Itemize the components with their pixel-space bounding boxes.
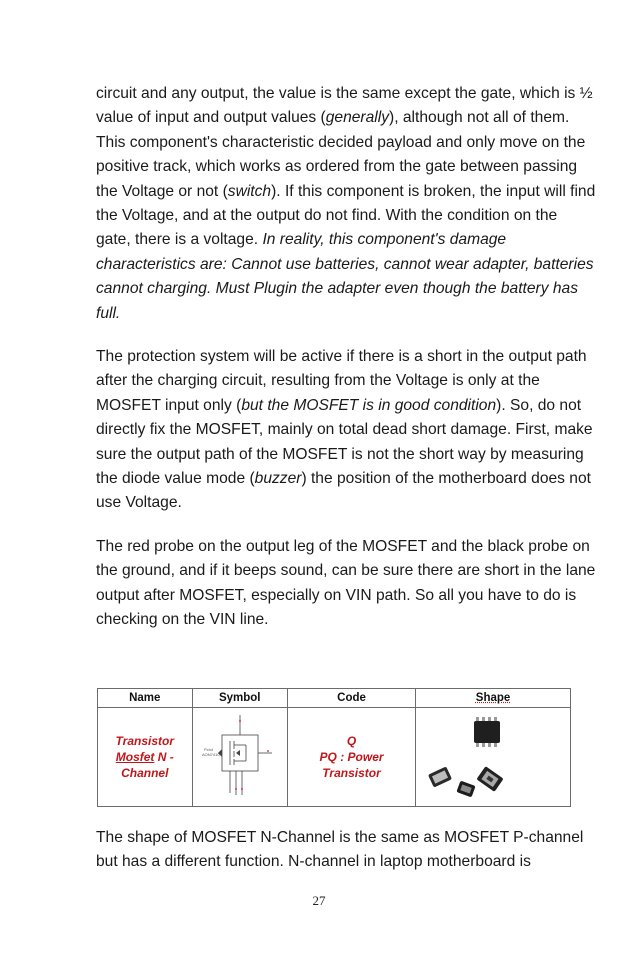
cell-code: [287, 708, 415, 807]
power-package-right-icon: [476, 766, 503, 792]
component-name: Transistor Mosfet N - Channel: [115, 734, 174, 780]
mosfet-package-photos-icon: [418, 709, 568, 801]
header-code: Code: [287, 689, 415, 708]
symbol-label-part: AON7410: [201, 751, 220, 757]
cell-shape: [416, 708, 571, 807]
table-header-row: [98, 689, 571, 708]
so8-package-icon: [474, 717, 500, 747]
symbol-label-pch: Pch4: [203, 746, 213, 752]
power-package-left-icon: [428, 766, 452, 787]
cell-name: [98, 708, 193, 807]
header-symbol: Symbol: [192, 689, 287, 708]
page-number: 27: [312, 893, 326, 908]
paragraph-protection-system: The protection system will be active if there is a short in the output path after the charging circuit, resulting from the Voltage is only at the MOSFET input only (but the MOSFET is in good condition). So, do not directly fix the MOSFET, mainly on total dead short damage. First, make sure the output path of the MOSFET is not the short way by measuring the diode value mode (buzzer) the position of the motherboard does not use Voltage.: [96, 348, 593, 512]
component-code: Q PQ : Power Transistor: [319, 734, 384, 780]
cell-symbol: [192, 708, 287, 807]
header-shape: Shape: [416, 689, 571, 708]
paragraph-n-channel-shape: The shape of MOSFET N-Channel is the same as MOSFET P-channel but has a different function. N-channel in laptop motherboard is: [96, 829, 584, 871]
header-name: Name: [98, 689, 193, 708]
component-table: [97, 688, 571, 807]
paragraph-mosfet-characteristics: circuit and any output, the value is the same except the gate, which is ½ value of input and output values (generally), although not all of them. This component's characteristic decided payload and only move on the positive track, which works as ordered from the gate between passing the Voltage or not (switch). If this component is broken, the input will find the Voltage, and at the output do not find. With the condition on the gate, there is a voltage. In reality, this component's damage characteristics are: Cannot use batteries, cannot wear adapter, batteries cannot charging. Must Plugin the adapter even though the battery has full.: [96, 85, 596, 322]
paragraph-probe-test: The red probe on the output leg of the MOSFET and the black probe on the ground, and if it beeps sound, can be sure there are short in the lane output after MOSFET, especially on VIN path. So all you have to do is checking on the VIN line.: [96, 538, 596, 629]
power-package-mid-icon: [456, 780, 475, 797]
mosfet-n-channel-symbol-icon: [200, 709, 280, 801]
table-row: [98, 708, 571, 807]
